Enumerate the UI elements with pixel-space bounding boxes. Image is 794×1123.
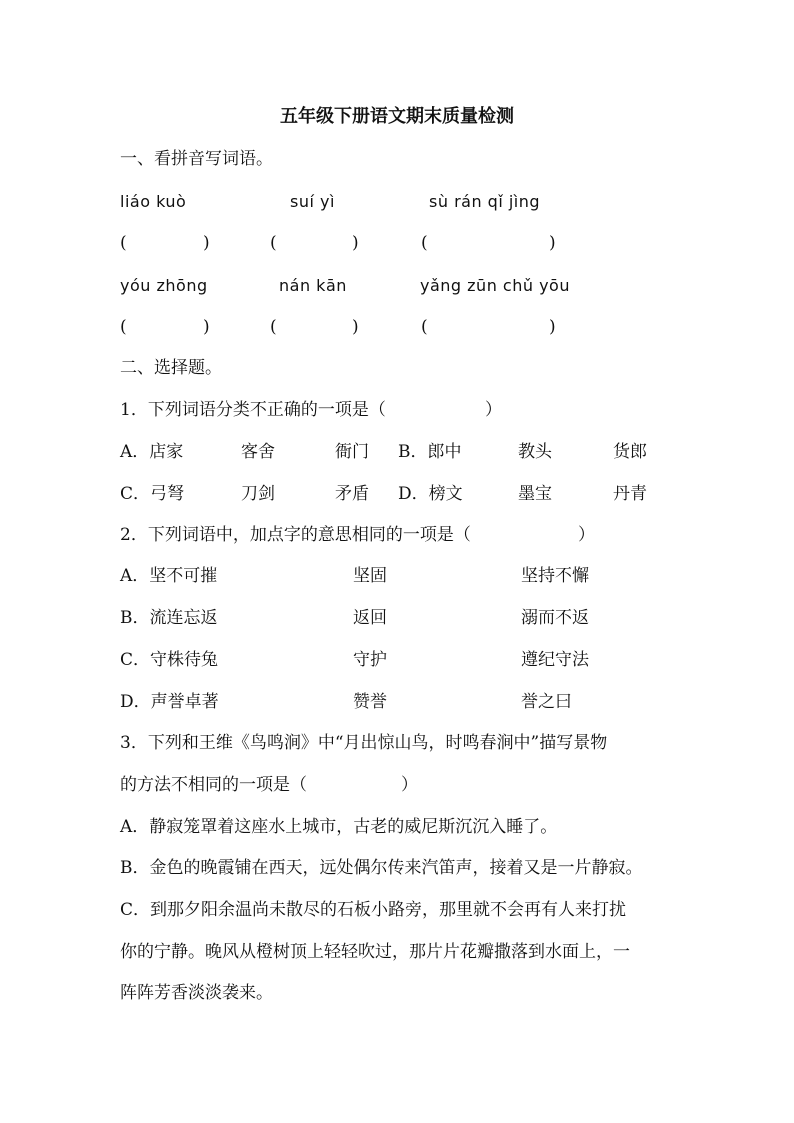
q1-option-word: A．店家 [120,442,184,462]
q1-option-word: 丹青 [613,484,647,504]
answer-bracket-close: ) [352,317,359,337]
answer-bracket-close: ) [203,233,210,253]
q3-option-b: B．金色的晚霞铺在西天，远处偶尔传来汽笛声，接着又是一片静寂。 [120,858,643,878]
q2-option-word: A．坚不可摧 [120,566,218,586]
answer-bracket-open: ( [270,233,277,253]
q2-option-word: 溺而不返 [521,608,589,628]
question-1-stem: 1．下列词语分类不正确的一项是（ [120,400,386,420]
page-title: 五年级下册语文期末质量检测 [280,106,514,127]
q1-option-word: 矛盾 [335,484,369,504]
q1-option-word: 教头 [518,442,552,462]
answer-bracket-close: ) [352,233,359,253]
answer-bracket-close: ) [203,317,210,337]
q3-option-c-line3: 阵阵芳香淡淡袭来。 [120,983,273,1003]
q3-option-c-line1: C．到那夕阳余温尚未散尽的石板小路旁，那里就不会再有人来打扰 [120,900,627,920]
q1-option-word: 货郎 [613,442,647,462]
q3-option-a: A．静寂笼罩着这座水上城市，古老的威尼斯沉沉入睡了。 [120,817,558,837]
question-3-stem-end: ） [401,775,418,795]
q2-option-word: D．声誉卓著 [120,692,219,712]
section2-heading: 二、选择题。 [120,358,222,378]
q2-option-word: 返回 [353,608,387,628]
answer-bracket-open: ( [421,233,428,253]
q2-option-word: 坚固 [353,566,387,586]
question-2-stem: 2．下列词语中，加点字的意思相同的一项是（ [120,525,471,545]
answer-bracket-close: ) [549,317,556,337]
question-3-stem-line1: 3．下列和王维《鸟鸣涧》中“月出惊山鸟，时鸣春涧中”描写景物 [120,733,608,753]
question-1-stem-end: ） [485,400,502,420]
q1-option-word: 客舍 [241,442,275,462]
q2-option-word: 坚持不懈 [521,566,589,586]
q1-option-word: 衙门 [335,442,369,462]
pinyin-item: yǎng zūn chǔ yōu [420,276,570,295]
answer-bracket-open: ( [120,317,127,337]
question-3-stem-line2: 的方法不相同的一项是（ [120,775,307,795]
q2-option-word: 誉之曰 [521,692,572,712]
q1-option-word: 刀剑 [241,484,275,504]
answer-bracket-open: ( [421,317,428,337]
q2-option-word: C．守株待兔 [120,650,219,670]
section1-heading: 一、看拼音写词语。 [120,149,273,169]
q1-option-word: D．榜文 [398,484,463,504]
answer-bracket-open: ( [120,233,127,253]
pinyin-item: sù rán qǐ jìng [429,192,541,211]
q1-option-word: 墨宝 [518,484,552,504]
answer-bracket-close: ) [549,233,556,253]
pinyin-item: yóu zhōng [120,276,208,295]
q1-option-word: C．弓弩 [120,484,185,504]
q3-option-c-line2: 你的宁静。晚风从橙树顶上轻轻吹过，那片片花瓣撒落到水面上，一 [120,942,630,962]
q1-option-word: B．郎中 [398,442,462,462]
q2-option-word: B．流连忘返 [120,608,218,628]
pinyin-item: nán kān [279,276,347,295]
q2-option-word: 赞誉 [353,692,387,712]
pinyin-item: liáo kuò [120,192,187,211]
pinyin-item: suí yì [290,192,335,211]
question-2-stem-end: ） [578,525,595,545]
answer-bracket-open: ( [270,317,277,337]
q2-option-word: 守护 [353,650,387,670]
q2-option-word: 遵纪守法 [521,650,589,670]
